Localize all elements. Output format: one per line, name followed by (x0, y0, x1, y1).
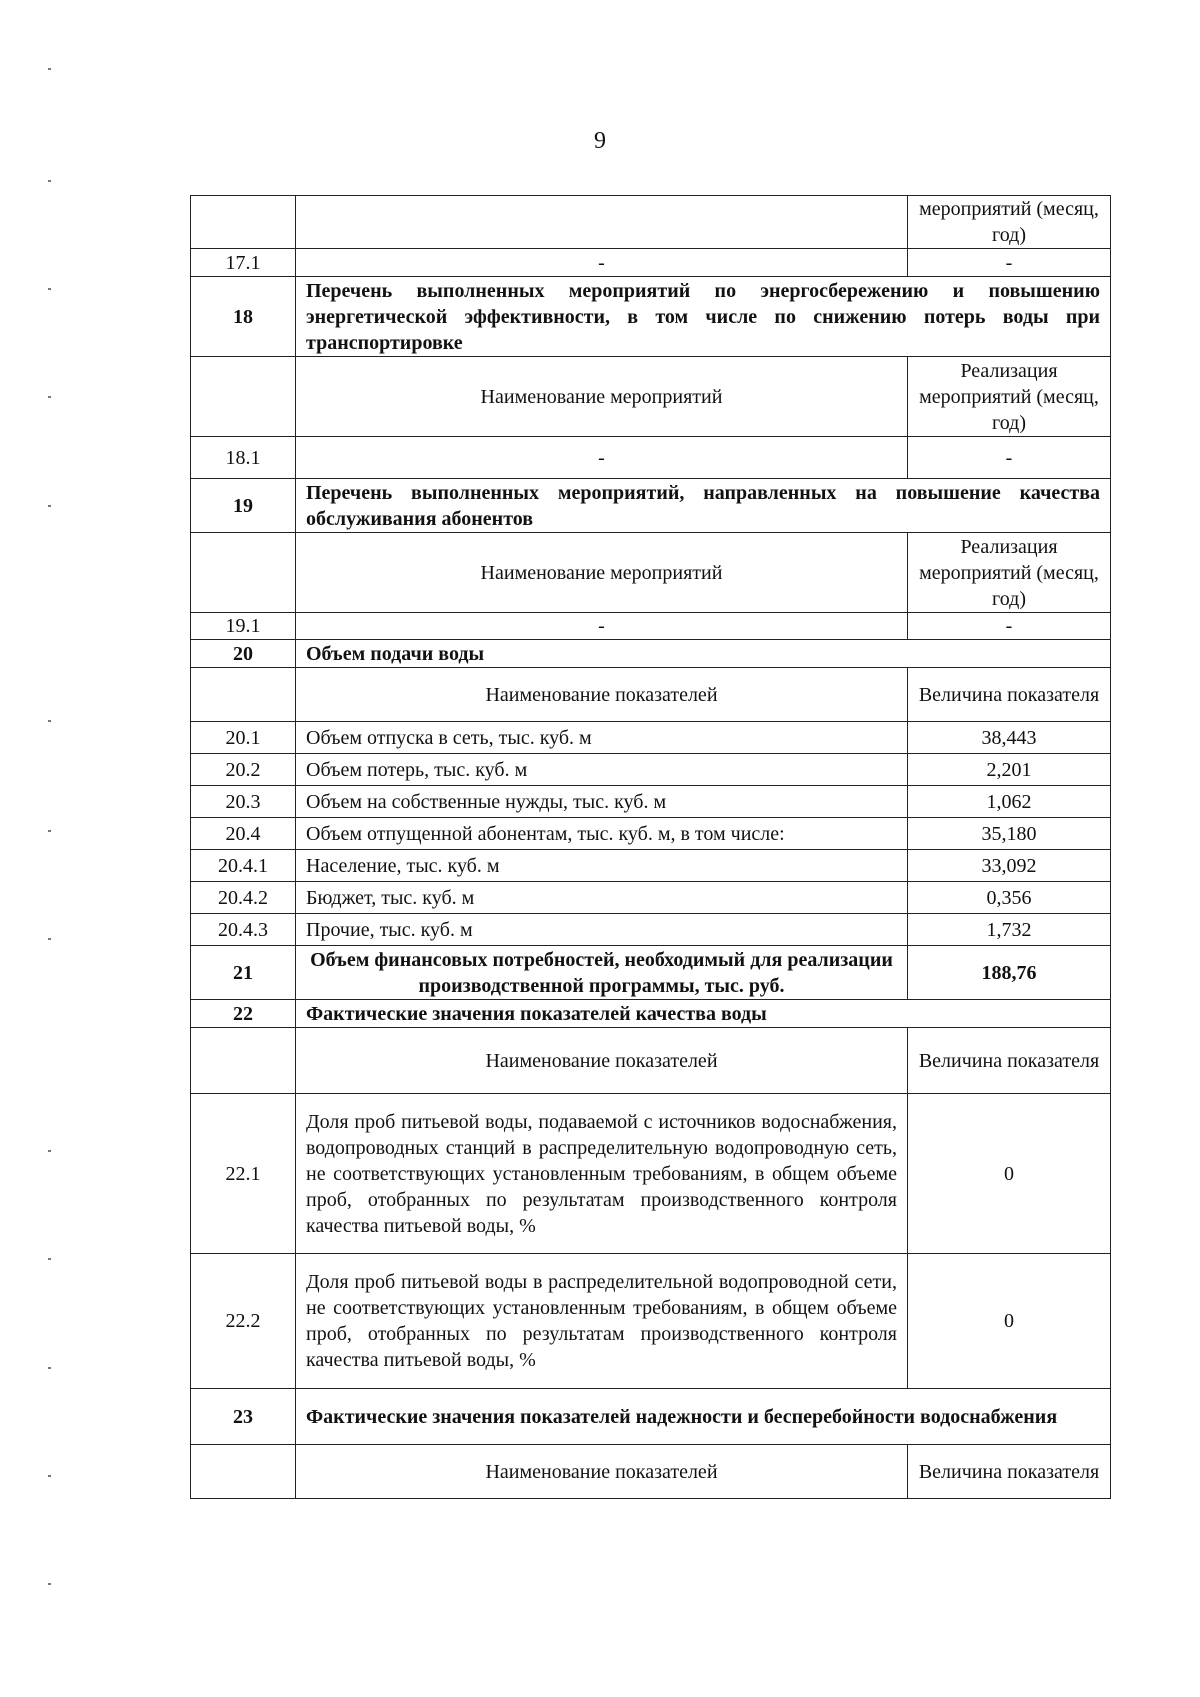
row-number: 20.3 (191, 786, 296, 818)
table-row (191, 818, 1111, 850)
table-row (191, 882, 1111, 914)
section-row (191, 479, 1111, 533)
table-row (191, 249, 1111, 277)
margin-mark (48, 1367, 51, 1369)
margin-mark (48, 830, 51, 832)
table-row (191, 754, 1111, 786)
margin-mark (48, 1583, 51, 1585)
margin-mark (48, 396, 51, 398)
row-value: - (908, 437, 1111, 479)
row-value: мероприятий (месяц, год) (908, 196, 1111, 249)
table-row (191, 1028, 1111, 1094)
row-number (191, 196, 296, 249)
column-header: Величина показателя (908, 1028, 1111, 1094)
row-value: 2,201 (908, 754, 1111, 786)
row-value: 35,180 (908, 818, 1111, 850)
margin-mark (48, 720, 51, 722)
table-row (191, 946, 1111, 1000)
table-row (191, 613, 1111, 640)
row-label: Объем отпуска в сеть, тыс. куб. м (296, 722, 908, 754)
row-number (191, 357, 296, 437)
row-value: 38,443 (908, 722, 1111, 754)
row-number: 20.2 (191, 754, 296, 786)
margin-mark (48, 180, 51, 182)
column-header: Наименование мероприятий (296, 533, 908, 613)
row-label: Прочие, тыс. куб. м (296, 914, 908, 946)
row-label: Объем на собственные нужды, тыс. куб. м (296, 786, 908, 818)
table-row (191, 786, 1111, 818)
row-label: - (296, 437, 908, 479)
row-label: Объем отпущенной абонентам, тыс. куб. м, в том числе: (296, 818, 908, 850)
row-value: 0 (908, 1254, 1111, 1389)
row-label: Население, тыс. куб. м (296, 850, 908, 882)
table-row (191, 722, 1111, 754)
table-row (191, 437, 1111, 479)
row-number: 21 (191, 946, 296, 1000)
column-header: Наименование показателей (296, 668, 908, 722)
section-title: Перечень выполненных мероприятий по энергосбережению и повышению энергетической эффективности, в том числе по снижению потерь воды при транспортировке (296, 277, 1111, 357)
row-label (296, 196, 908, 249)
section-title: Перечень выполненных мероприятий, направленных на повышение качества обслуживания абонентов (296, 479, 1111, 533)
row-number: 20.4.3 (191, 914, 296, 946)
margin-mark (48, 1258, 51, 1260)
row-value: - (908, 249, 1111, 277)
row-number: 19.1 (191, 613, 296, 640)
section-title: Объем подачи воды (296, 640, 1111, 668)
row-value: 0,356 (908, 882, 1111, 914)
report-table (190, 195, 1111, 1499)
section-row (191, 277, 1111, 357)
section-number: 20 (191, 640, 296, 668)
section-row (191, 1000, 1111, 1028)
table-row (191, 533, 1111, 613)
row-number (191, 668, 296, 722)
section-number: 19 (191, 479, 296, 533)
row-value: 0 (908, 1094, 1111, 1254)
row-value: 188,76 (908, 946, 1111, 1000)
column-header: Наименование мероприятий (296, 357, 908, 437)
row-label: Объем потерь, тыс. куб. м (296, 754, 908, 786)
margin-mark (48, 1475, 51, 1477)
table-row (191, 196, 1111, 249)
table-row (191, 850, 1111, 882)
column-header: Реализация мероприятий (месяц, год) (908, 533, 1111, 613)
row-label: Доля проб питьевой воды в распределительной водопроводной сети, не соответствующих установленным требованиям, в общем объеме проб, отобранных по результатам производственного контроля качества питьевой воды, % (296, 1254, 908, 1389)
table-row (191, 1094, 1111, 1254)
row-number: 22.1 (191, 1094, 296, 1254)
row-number: 20.4.1 (191, 850, 296, 882)
table-row (191, 1254, 1111, 1389)
table-row (191, 357, 1111, 437)
column-header: Реализация мероприятий (месяц, год) (908, 357, 1111, 437)
section-title: Фактические значения показателей качества воды (296, 1000, 1111, 1028)
margin-mark (48, 505, 51, 507)
row-number (191, 1028, 296, 1094)
margin-mark (48, 938, 51, 940)
section-row (191, 1389, 1111, 1445)
column-header: Наименование показателей (296, 1028, 908, 1094)
row-number: 20.4.2 (191, 882, 296, 914)
row-label: Объем финансовых потребностей, необходимый для реализации производственной программы, тыс. руб. (296, 946, 908, 1000)
row-label: Доля проб питьевой воды, подаваемой с источников водоснабжения, водопроводных станций в распределительную водопроводную сеть, не соответствующих установленным требованиям, в общем объеме проб, отобранных по результатам производственного контроля качества питьевой воды, % (296, 1094, 908, 1254)
section-row (191, 640, 1111, 668)
row-number: 20.4 (191, 818, 296, 850)
row-value: 1,732 (908, 914, 1111, 946)
row-value: - (908, 613, 1111, 640)
column-header: Наименование показателей (296, 1445, 908, 1499)
table-row (191, 1445, 1111, 1499)
section-number: 18 (191, 277, 296, 357)
column-header: Величина показателя (908, 668, 1111, 722)
margin-mark (48, 288, 51, 290)
column-header: Величина показателя (908, 1445, 1111, 1499)
page-number: 9 (594, 128, 606, 154)
row-number: 18.1 (191, 437, 296, 479)
section-number: 23 (191, 1389, 296, 1445)
row-value: 1,062 (908, 786, 1111, 818)
row-number: 20.1 (191, 722, 296, 754)
row-number: 22.2 (191, 1254, 296, 1389)
margin-mark (48, 1150, 51, 1152)
row-number (191, 1445, 296, 1499)
section-number: 22 (191, 1000, 296, 1028)
margin-mark (48, 68, 51, 70)
row-label: - (296, 249, 908, 277)
section-title: Фактические значения показателей надежности и бесперебойности водоснабжения (296, 1389, 1111, 1445)
row-value: 33,092 (908, 850, 1111, 882)
row-number (191, 533, 296, 613)
table-row (191, 914, 1111, 946)
table-row (191, 668, 1111, 722)
row-label: - (296, 613, 908, 640)
row-number: 17.1 (191, 249, 296, 277)
row-label: Бюджет, тыс. куб. м (296, 882, 908, 914)
